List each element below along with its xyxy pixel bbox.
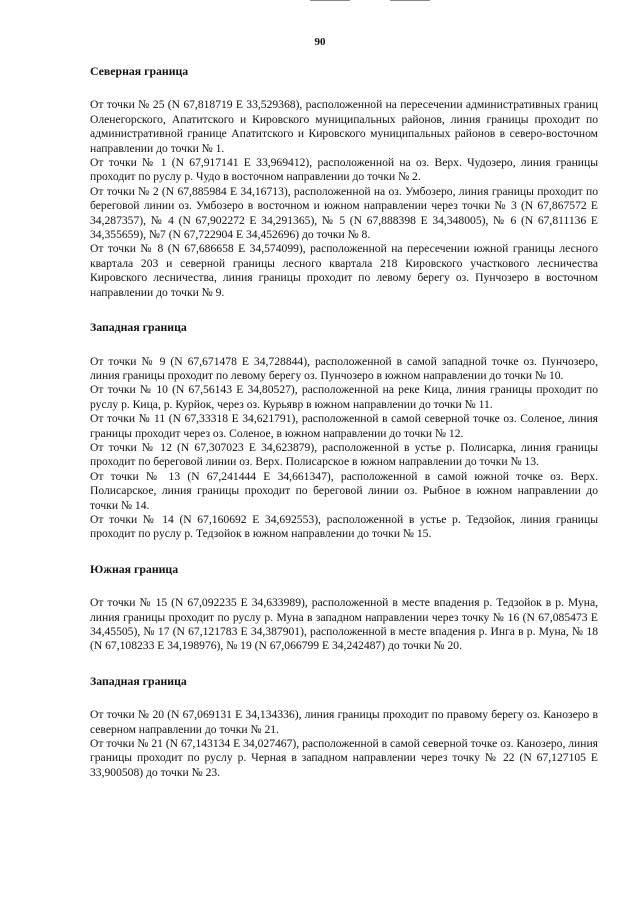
section-south-boundary [90, 562, 598, 654]
paragraph: От точки № 20 (N 67,069131 E 34,134336), линия границы проходит по правому берегу оз. Канозеро в северном направлении до точки № 21. [90, 708, 598, 736]
paragraph: От точки № 10 (N 67,56143 E 34,80527), расположенной на реке Кица, линия границы проходит по руслу р. Кица, р. Курйок, через оз. Курьявр в южном направлении до точки № 11. [90, 383, 598, 411]
paragraph: От точки № 13 (N 67,241444 E 34,661347), расположенной в самой южной точке оз. Верх. Полисарское, линия границы проходит по береговой линии оз. Рыбное в южном направлении до точки № 14. [90, 469, 598, 512]
paragraph: От точки № 2 (N 67,885984 E 34,16713), расположенной на оз. Умбозеро, линия границы проходит по береговой линии оз. Умбозеро в восточном и южном направлении через точки № 3 (N 67,867572 E 34,287357), № 4 (N 67,902272 E 34,291365), № 5 (N 67,888398 E 34,348005), № 6 (N 67,811136 E 34,355659), №7 (N 67,722904 E 34,452696) до точки № 8. [90, 184, 598, 242]
section-title: Западная граница [90, 320, 187, 335]
scan-marks [300, 0, 450, 2]
section-title: Северная граница [90, 64, 189, 78]
section-west-boundary-2 [90, 674, 598, 780]
paragraph: От точки № 8 (N 67,686658 E 34,574099), расположенной на пересечении южной границы лесного квартала 203 и северной границы лесного квартала 218 Кировского участкового лесничества Кировского лесничества, линия границы проходит по левому берегу оз. Пунчозеро в восточном направлении до точки № 9. [90, 242, 598, 299]
document-body [90, 64, 598, 800]
section-title: Западная граница [90, 673, 187, 688]
section-title: Южная граница [90, 561, 179, 576]
section-north-boundary [90, 64, 598, 300]
section-west-boundary [90, 320, 598, 542]
paragraph: От точки № 14 (N 67,160692 E 34,692553), расположенной в устье р. Тедзойок, линия границы проходит по руслу р. Тедзойок в южном направлении до точки № 15. [90, 512, 598, 541]
paragraph: От точки № 21 (N 67,143134 E 34,027467), расположенной в самой северной точке оз. Канозеро, линия границы проходит по руслу р. Черная в западном направлении через точку № 22 (N 67,127105 E 33,900508) до точки № 23. [90, 737, 598, 779]
paragraph: От точки № 15 (N 67,092235 E 34,633989), расположенной в месте впадения р. Тедзойок в р. Муна, линия границы проходит по руслу р. Муна в западном направлении через точку № 16 (N 67,085473 E 34,45505), № 17 (N 67,121783 E 34,387901), расположенной в месте впадения р. Инга в р. Муна, № 18 (N 67,108233 E 34,198976), № 19 (N 67,066799 E 34,242487) до точки № 20. [90, 596, 598, 653]
paragraph: От точки № 1 (N 67,917141 E 33,969412), расположенной на оз. Верх. Чудозеро, линия границы проходит по руслу р. Чудо в восточном направлении до точки № 2. [90, 156, 598, 184]
paragraph: От точки № 25 (N 67,818719 E 33,529368), расположенной на пересечении административных границ Оленегорского, Апатитского и Кировского муниципальных районов, линия границы проходит по административной границе Апатитского и Кировского муниципальных районов в северо-восточном направлении до точки № 1. [90, 98, 598, 155]
page-number: 90 [314, 36, 326, 48]
paragraph: От точки № 11 (N 67,33318 E 34,621791), расположенной в самой северной точке оз. Соленое, линия границы проходит через оз. Соленое, в южном направлении до точки № 12. [90, 412, 598, 440]
paragraph: От точки № 12 (N 67,307023 E 34,623879), расположенной в устье р. Полисарка, линия границы проходит по береговой линии оз. Верх. Полисарское в южном направлении до точки № 13. [90, 440, 598, 469]
paragraph: От точки № 9 (N 67,671478 E 34,728844), расположенной в самой западной точке оз. Пунчозеро, линия границы проходит по левому берегу оз. Пунчозеро в южном направлении до точки № 10. [90, 354, 598, 382]
